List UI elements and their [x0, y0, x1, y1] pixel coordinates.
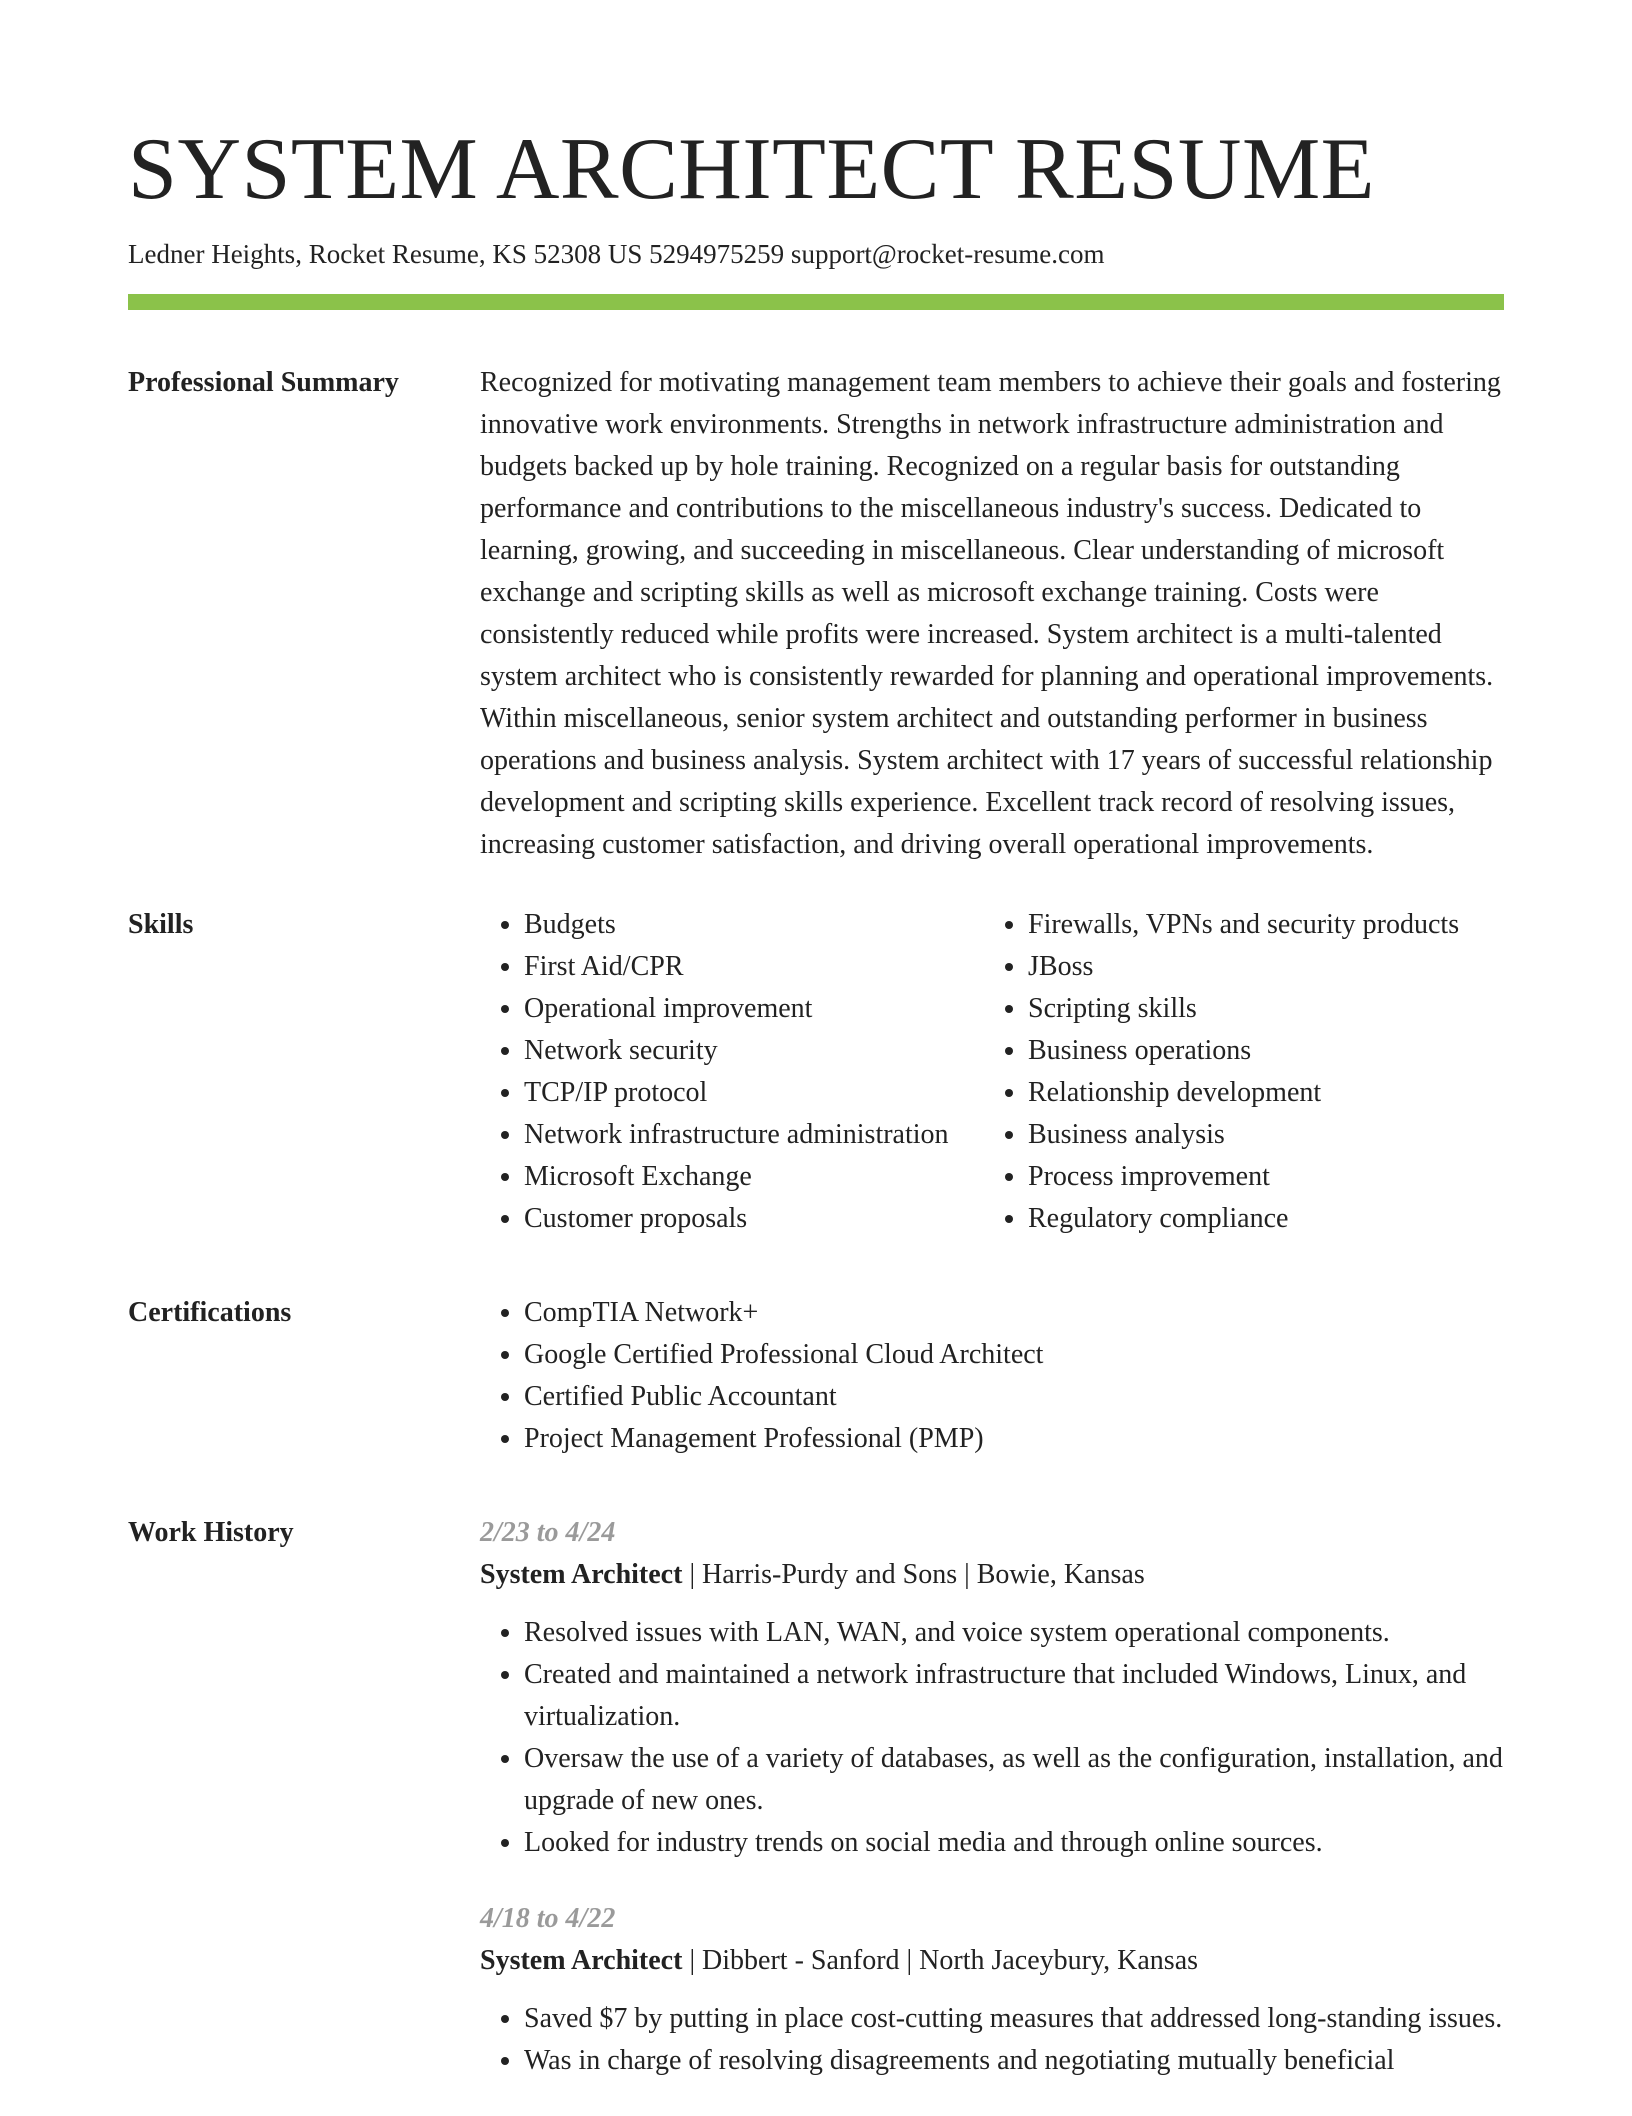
- skill-item: • Operational improvement: [524, 988, 984, 1030]
- skill-item: • Business operations: [1028, 1030, 1459, 1072]
- skill-item: • First Aid/CPR: [524, 946, 984, 988]
- skill-item: • Business analysis: [1028, 1114, 1459, 1156]
- certification-item: • CompTIA Network+: [524, 1292, 1504, 1334]
- job-bullet: • Looked for industry trends on social media and through online sources.: [524, 1822, 1504, 1864]
- job-entry: [480, 1898, 1504, 2082]
- job-heading: [480, 1940, 1504, 1982]
- job-bullet: • Oversaw the use of a variety of databases, as well as the configuration, installation, and upgrade of new ones.: [524, 1738, 1504, 1822]
- job-bullet: • Was in charge of resolving disagreements and negotiating mutually beneficial: [524, 2040, 1504, 2082]
- job-title: System Architect: [480, 1945, 683, 1976]
- section-label: Certifications: [128, 1297, 292, 1328]
- skill-item: • Network infrastructure administration: [524, 1114, 984, 1156]
- job-bullet: • Saved $7 by putting in place cost-cutting measures that addressed long-standing issues.: [524, 1998, 1504, 2040]
- skill-item: • Scripting skills: [1028, 988, 1459, 1030]
- skill-item: • Relationship development: [1028, 1072, 1459, 1114]
- job-title: System Architect: [480, 1559, 683, 1590]
- job-heading: [480, 1554, 1504, 1596]
- skills-section: [128, 904, 1504, 1240]
- section-label: Professional Summary: [128, 367, 399, 398]
- job-bullets: [480, 1998, 1504, 2082]
- section-label: Skills: [128, 909, 194, 940]
- job-dates: 2/23 to 4/24: [480, 1517, 616, 1548]
- skill-item: • Firewalls, VPNs and security products: [1028, 904, 1459, 946]
- skill-item: • Network security: [524, 1030, 984, 1072]
- skill-item: • Microsoft Exchange: [524, 1156, 984, 1198]
- skill-item: • Process improvement: [1028, 1156, 1459, 1198]
- contact-line: Ledner Heights, Rocket Resume, KS 52308 US 5294975259 support@rocket-resume.com: [128, 239, 1105, 269]
- certification-item: • Project Management Professional (PMP): [524, 1418, 1504, 1460]
- job-dates: 4/18 to 4/22: [480, 1903, 616, 1934]
- accent-divider: [128, 294, 1504, 310]
- job-bullets: [480, 1612, 1504, 1864]
- skills-list-col2: [984, 904, 1459, 1240]
- skills-list-col1: [480, 904, 984, 1240]
- resume-title: SYSTEM ARCHITECT RESUME: [128, 121, 1375, 218]
- job-employer-location: | Harris-Purdy and Sons | Bowie, Kansas: [682, 1559, 1145, 1590]
- summary-section: [128, 362, 1504, 866]
- job-bullet: • Created and maintained a network infrastructure that included Windows, Linux, and virtualization.: [524, 1654, 1504, 1738]
- skill-item: • Customer proposals: [524, 1198, 984, 1240]
- certifications-list: [480, 1292, 1504, 1460]
- skill-item: • Budgets: [524, 904, 984, 946]
- job-bullet: • Resolved issues with LAN, WAN, and voice system operational components.: [524, 1612, 1504, 1654]
- section-label: Work History: [128, 1517, 294, 1548]
- work-history-section: [128, 1512, 1504, 2116]
- certifications-section: [128, 1292, 1504, 1460]
- skill-item: • JBoss: [1028, 946, 1459, 988]
- certification-item: • Certified Public Accountant: [524, 1376, 1504, 1418]
- skill-item: • TCP/IP protocol: [524, 1072, 984, 1114]
- summary-text: Recognized for motivating management team members to achieve their goals and fostering innovative work environments. Strengths in network infrastructure administration and budgets backed up by hole training. Recognized on a regular basis for outstanding performance and contributions to the miscellaneous industry's success. Dedicated to learning, growing, and succeeding in miscellaneous. Clear understanding of microsoft exchange and scripting skills as well as microsoft exchange training. Costs were consistently reduced while profits were increased. System architect is a multi-talented system architect who is consistently rewarded for planning and operational improvements. Within miscellaneous, senior system architect and outstanding performer in business operations and business analysis. System architect with 17 years of successful relationship development and scripting skills experience. Excellent track record of resolving issues, increasing customer satisfaction, and driving overall operational improvements.: [480, 367, 1501, 860]
- job-employer-location: | Dibbert - Sanford | North Jaceybury, Kansas: [682, 1945, 1199, 1976]
- job-entry: [480, 1512, 1504, 1864]
- certification-item: • Google Certified Professional Cloud Architect: [524, 1334, 1504, 1376]
- skill-item: • Regulatory compliance: [1028, 1198, 1459, 1240]
